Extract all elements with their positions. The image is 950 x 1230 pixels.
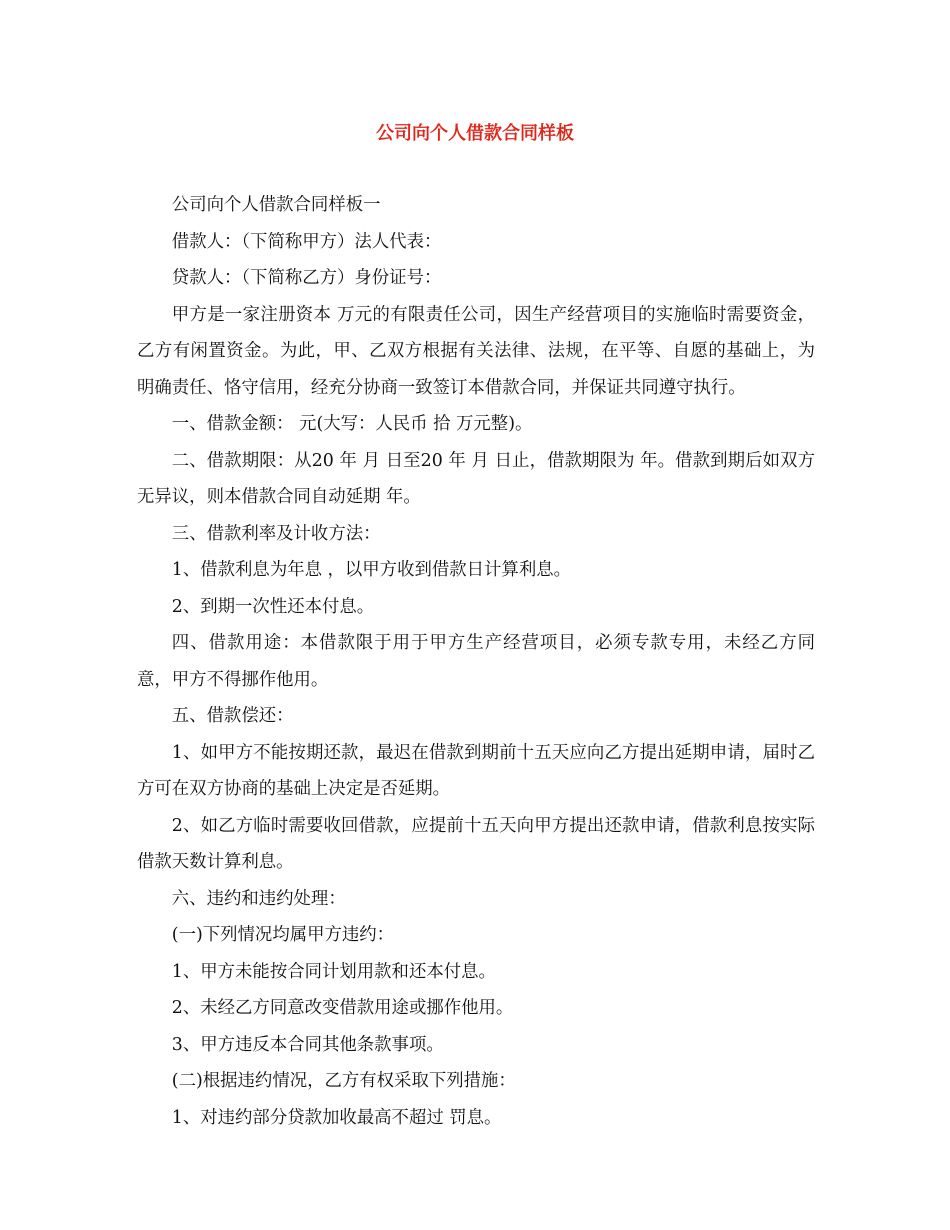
paragraph-lender: 贷款人：（下简称乙方）身份证号：	[171, 268, 442, 288]
clause-default-item-1: 1、甲方未能按合同计划用款和还本付息。	[171, 961, 496, 982]
clause-default-item-3: 3、甲方违反本合同其他条款事项。	[171, 1034, 444, 1055]
clause-interest-item-2: 2、到期一次性还本付息。	[171, 596, 375, 617]
clause-default-sub-2: (二)根据违约情况，乙方有权采取下列措施：	[171, 1071, 516, 1091]
document-title: 公司向个人借款合同样板	[376, 123, 574, 144]
clause-measure-item-1: 1、对违约部分贷款加收最高不超过 罚息。	[171, 1107, 502, 1128]
clause-purpose: 四、借款用途：本借款限于用于甲方生产经营项目，必须专款专用，未经乙方同意，甲方不得挪作他用。	[137, 633, 815, 690]
paragraph-borrower: 借款人：（下简称甲方）法人代表：	[171, 231, 442, 252]
clause-term: 二、借款期限：从20 年 月 日至20 年 月 日止，借款期限为 年。借款到期后如双方无异议，则本借款合同自动延期 年。	[137, 450, 815, 507]
clause-default-item-2: 2、未经乙方同意改变借款用途或挪作他用。	[171, 998, 514, 1018]
clause-repayment-item-2: 2、如乙方临时需要收回借款，应提前十五天向甲方提出还款申请，借款利息按实际借款天数计算利息。	[137, 815, 815, 872]
clause-interest-heading: 三、借款利率及计收方法：	[171, 523, 381, 544]
clause-amount: 一、借款金额： 元(大写：人民币 拾 万元整)。	[171, 414, 533, 434]
clause-repayment-item-1: 1、如甲方不能按期还款，最迟在借款到期前十五天应向乙方提出延期申请，届时乙方可在双方协商的基础上决定是否延期。	[137, 742, 815, 799]
clause-repayment-heading: 五、借款偿还：	[171, 706, 294, 726]
document-body	[137, 187, 815, 1136]
paragraph-preamble: 甲方是一家注册资本 万元的有限责任公司，因生产经营项目的实施临时需要资金，乙方有闲置资金。为此，甲、乙双方根据有关法律、法规，在平等、自愿的基础上，为明确责任、恪守信用，经充分协商一致签订本借款合同，并保证共同遵守执行。	[137, 304, 815, 398]
paragraph-subtitle: 公司向个人借款合同样板一	[171, 195, 381, 215]
clause-default-sub-1: (一)下列情况均属甲方违约：	[171, 925, 395, 945]
clause-default-heading: 六、违约和违约处理：	[171, 888, 346, 909]
clause-interest-item-1: 1、借款利息为年息 ，以甲方收到借款日计算利息。	[171, 560, 571, 580]
